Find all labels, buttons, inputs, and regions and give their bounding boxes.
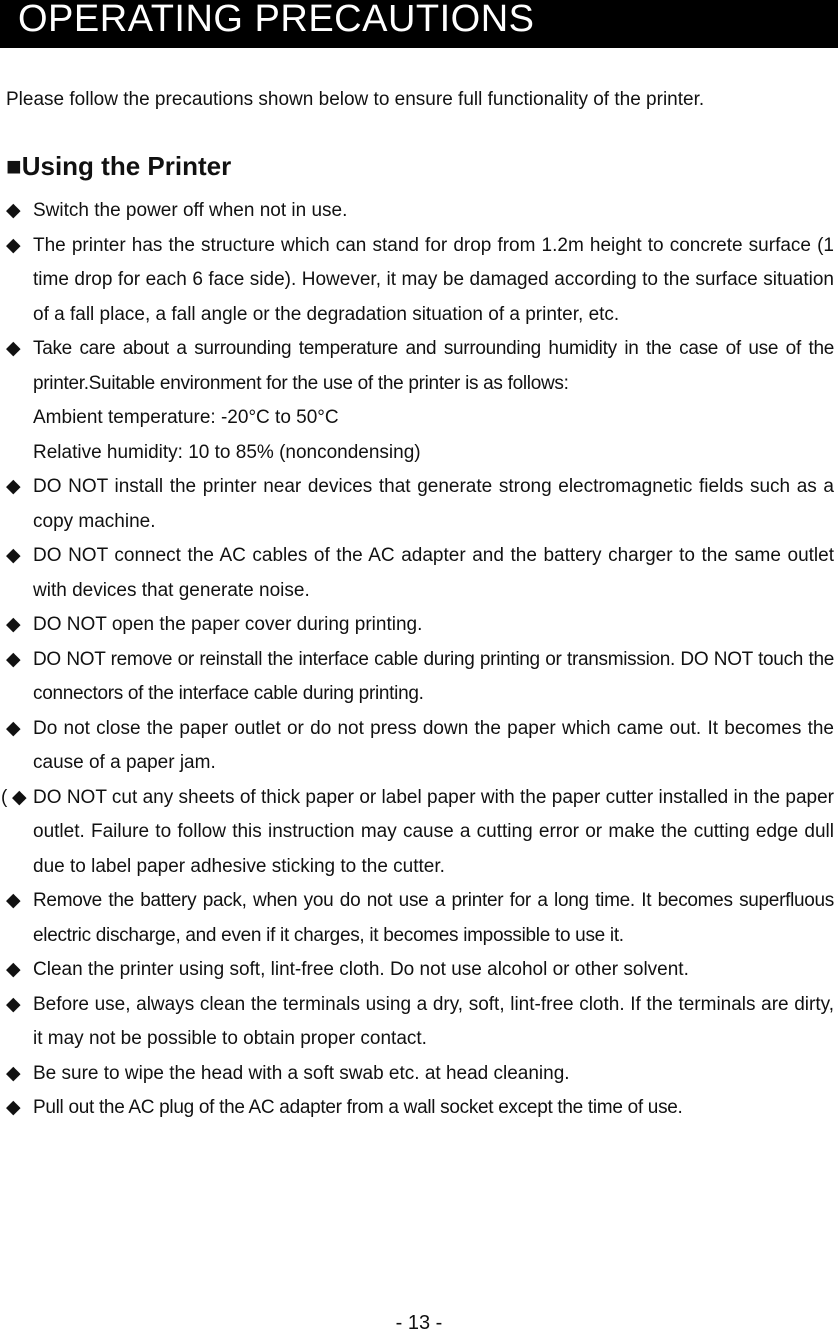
- list-item: [6, 539, 834, 608]
- page-number: - 13 -: [395, 1312, 443, 1334]
- diamond-bullet-icon: ◆: [6, 959, 21, 980]
- diamond-bullet-icon: ◆: [6, 476, 21, 497]
- list-item: [1, 781, 834, 885]
- list-item-text: Switch the power off when not in use.: [33, 200, 348, 221]
- diamond-bullet-icon: ◆: [6, 717, 21, 739]
- list-item-text: Pull out the AC plug of the AC adapter from a wall socket except the time of use.: [33, 1097, 683, 1118]
- diamond-bullet-icon: ◆: [6, 890, 21, 911]
- list-item-text: DO NOT open the paper cover during printing.: [33, 614, 423, 635]
- diamond-bullet-icon: ◆: [12, 786, 27, 808]
- diamond-bullet-icon: ◆: [6, 234, 21, 256]
- page-title: OPERATING PRECAUTIONS: [18, 0, 535, 40]
- diamond-bullet-icon: ◆: [6, 993, 21, 1015]
- list-item: [6, 953, 834, 988]
- section-heading-text: Using the Printer: [21, 151, 232, 181]
- intro-text: Please follow the precautions shown below to ensure full functionality of the printer.: [6, 89, 705, 110]
- list-item-text: DO NOT install the printer near devices that generate strong electromagnetic fields such as a copy machine.: [33, 476, 834, 532]
- list-item-text: Take care about a surrounding temperature and surrounding humidity in the case of use of the printer.Suitable environment for the use of the printer is as follows:: [33, 338, 834, 394]
- list-item: [6, 194, 834, 229]
- list-item: [6, 988, 834, 1057]
- list-item-text: Clean the printer using soft, lint-free cloth. Do not use alcohol or other solvent.: [33, 959, 689, 980]
- ambient-temperature-line: Ambient temperature: -20°C to 50°C: [33, 407, 339, 428]
- list-item: [6, 229, 834, 333]
- list-item: [6, 1091, 834, 1126]
- opening-parenthesis: (: [1, 786, 8, 808]
- list-item: [6, 643, 834, 712]
- diamond-bullet-icon: ◆: [6, 614, 21, 635]
- list-item: [6, 608, 834, 643]
- list-item: [6, 1057, 834, 1092]
- relative-humidity-line: Relative humidity: 10 to 85% (noncondensing): [33, 441, 421, 463]
- diamond-bullet-icon: ◆: [6, 648, 21, 670]
- list-item-text: Be sure to wipe the head with a soft swab etc. at head cleaning.: [33, 1062, 570, 1084]
- diamond-bullet-icon: ◆: [6, 200, 21, 221]
- list-item-text: Before use, always clean the terminals using a dry, soft, lint-free cloth. If the terminals are dirty, it may not be possible to obtain proper contact.: [33, 993, 834, 1049]
- list-item-text: DO NOT remove or reinstall the interface cable during printing or transmission. DO NOT touch the connectors of the interface cable during printing.: [33, 648, 834, 704]
- list-item-text: DO NOT cut any sheets of thick paper or label paper with the paper cutter installed in the paper outlet. Failure to follow this instruction may cause a cutting error or make the cutting edge dull due to label paper adhesive sticking to the cutter.: [33, 786, 834, 877]
- diamond-bullet-icon: ◆: [6, 1097, 21, 1118]
- list-item-text: Remove the battery pack, when you do not use a printer for a long time. It becomes superfluous electric discharge, and even if it charges, it becomes impossible to use it.: [33, 890, 834, 946]
- section-heading: [6, 150, 231, 182]
- diamond-bullet-icon: ◆: [6, 1062, 21, 1084]
- list-item: [6, 884, 834, 953]
- title-bar: [0, 0, 838, 48]
- list-item: [6, 470, 834, 539]
- list-item: [6, 332, 834, 470]
- list-item-text: The printer has the structure which can stand for drop from 1.2m height to concrete surface (1 time drop for each 6 face side). However, it may be damaged according to the surface situation of a fall place, a fall angle or the degradation situation of a printer, etc.: [33, 234, 834, 325]
- list-item: [6, 712, 834, 781]
- precautions-list: [1, 194, 834, 1126]
- square-bullet-icon: ■: [6, 151, 22, 181]
- diamond-bullet-icon: ◆: [6, 545, 21, 566]
- diamond-bullet-icon: ◆: [6, 338, 21, 359]
- list-item-text: Do not close the paper outlet or do not press down the paper which came out. It becomes the cause of a paper jam.: [33, 717, 834, 773]
- list-item-text: DO NOT connect the AC cables of the AC adapter and the battery charger to the same outlet with devices that generate noise.: [33, 545, 834, 601]
